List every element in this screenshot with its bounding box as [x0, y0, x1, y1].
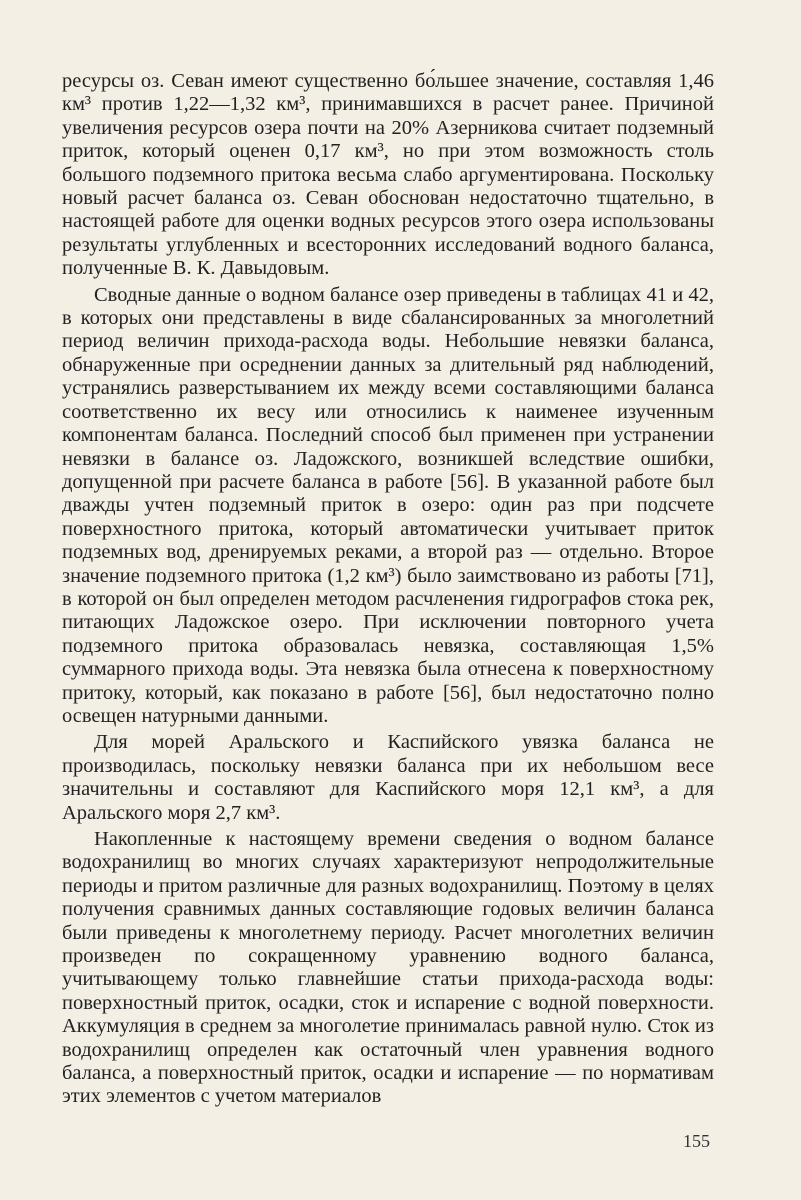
paragraph-2: Сводные данные о водном балансе озер приведены в таблицах 41 и 42, в которых они представлены в виде сбалансированных за многолетний период величин прихода-расхода воды. Небольшие невязки баланса, обнаруженные при осреднении данных за длительный ряд наблюдений, устранялись разверстыванием их между всеми составляющими баланса соответственно их весу или относились к наименее изученным компонентам баланса. Последний способ был применен при устранении невязки в балансе оз. Ладожского, возникшей вследствие ошибки, допущенной при расчете баланса в работе [56]. В указанной работе был дважды учтен подземный приток в озеро: один раз при подсчете поверхностного притока, который автоматически учитывает приток подземных вод, дренируемых реками, а второй раз — отдельно. Второе значение подземного притока (1,2 км³) было заимствовано из работы [71], в которой он был определен методом расчленения гидрографов стока рек, питающих Ладожское озеро. При исключении повторного учета подземного притока образовалась невязка, составляющая 1,5% суммарного прихода воды. Эта невязка была отнесена к поверхностному притоку, который, как показано в работе [56], был недостаточно полно освещен натурными данными. — [62, 283, 714, 727]
paragraph-1: ресурсы оз. Севан имеют существенно бо́льшее значение, составляя 1,46 км³ против 1,22—1,32 км³, принимавшихся в расчет ранее. Причиной увеличения ресурсов озера почти на 20% Азерникова считает подземный приток, который оценен 0,17 км³, но при этом возможность столь большого подземного притока весьма слабо аргументирована. Поскольку новый расчет баланса оз. Севан обоснован недостаточно тщательно, в настоящей работе для оценки водных ресурсов этого озера использованы результаты углубленных и всесторонних исследований водного баланса, полученные В. К. Давыдовым. — [62, 70, 714, 280]
paragraph-4: Накопленные к настоящему времени сведения о водном балансе водохранилищ во многих случаях характеризуют непродолжительные периоды и притом различные для разных водохранилищ. Поэтому в целях получения сравнимых данных составляющие годовых величин баланса были приведены к многолетнему периоду. Расчет многолетних величин произведен по сокращенному уравнению водного баланса, учитывающему только главнейшие статьи прихода-расхода воды: поверхностный приток, осадки, сток и испарение с водной поверхности. Аккумуляция в среднем за многолетие принималась равной нулю. Сток из водохранилищ определен как остаточный член уравнения водного баланса, а поверхностный приток, осадки и испарение — по нормативам этих элементов с учетом материалов — [62, 828, 714, 1108]
body-text — [62, 70, 714, 1112]
page-number: 155 — [683, 1131, 710, 1151]
paragraph-3: Для морей Аральского и Каспийского увязка баланса не производилась, поскольку невязки баланса при их небольшом весе значительны и составляют для Каспийского моря 12,1 км³, а для Аральского моря 2,7 км³. — [62, 731, 714, 824]
